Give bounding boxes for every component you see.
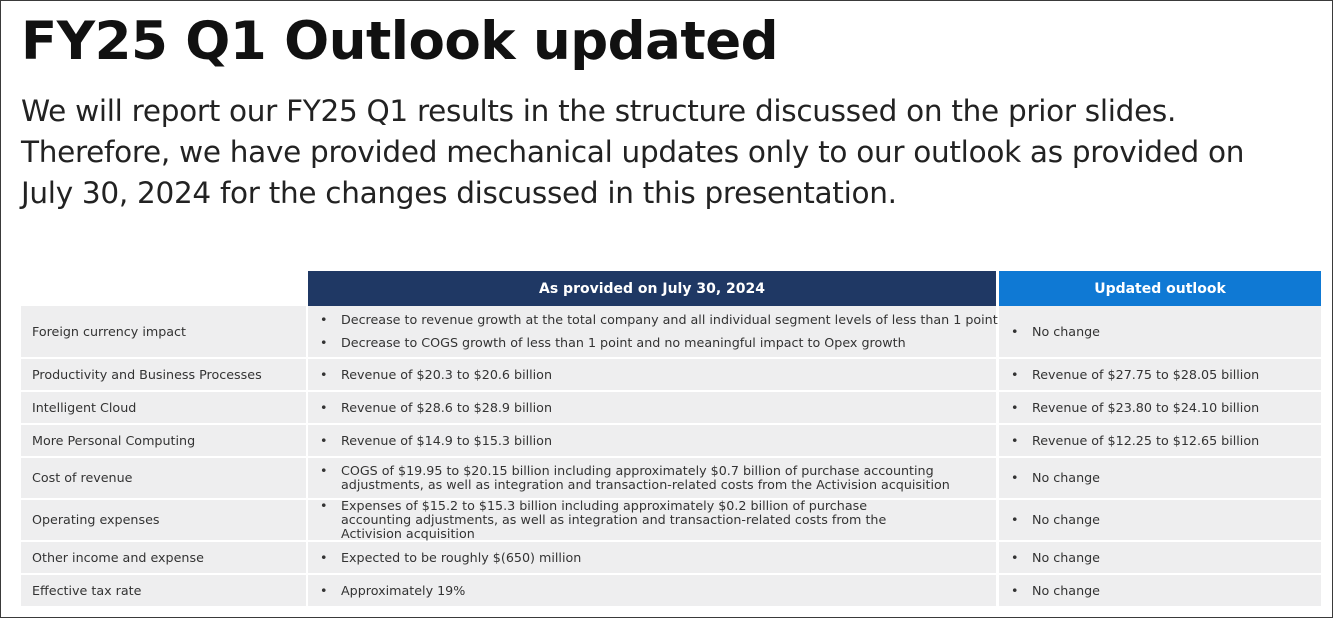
updated-bullet: • No change	[1010, 513, 1321, 527]
row-label: More Personal Computing	[21, 425, 306, 456]
provided-cell	[308, 425, 996, 456]
provided-bullet: • Revenue of $14.9 to $15.3 billion	[319, 434, 996, 448]
row-label: Other income and expense	[21, 542, 306, 573]
subtitle-line: Therefore, we have provided mechanical updates only to our outlook as provided on	[21, 135, 1245, 169]
updated-bullet: • No change	[1010, 551, 1321, 565]
table-row	[21, 542, 1321, 575]
table-row	[21, 392, 1321, 425]
header-updated: Updated outlook	[999, 271, 1321, 306]
updated-bullet: • Revenue of $12.25 to $12.65 billion	[1010, 434, 1321, 448]
slide-subtitle	[21, 91, 1321, 214]
table-row	[21, 575, 1321, 608]
updated-bullet: • No change	[1010, 584, 1321, 598]
provided-bullet: • Approximately 19%	[319, 584, 996, 598]
provided-cell	[308, 542, 996, 573]
provided-cell	[308, 306, 996, 357]
provided-cell	[308, 392, 996, 423]
header-provided: As provided on July 30, 2024	[308, 271, 996, 306]
table-row	[21, 306, 1321, 359]
updated-cell	[999, 458, 1321, 498]
provided-cell	[308, 458, 996, 498]
updated-cell	[999, 575, 1321, 606]
provided-cell	[308, 500, 996, 540]
subtitle-line: July 30, 2024 for the changes discussed in this presentation.	[21, 176, 897, 210]
updated-cell	[999, 306, 1321, 357]
provided-cell	[308, 359, 996, 390]
provided-bullet: • COGS of $19.95 to $20.15 billion including approximately $0.7 billion of purchase accounting adjustments, as well as integration and transaction-related costs from the Activision acquisition	[319, 464, 996, 492]
updated-cell	[999, 500, 1321, 540]
updated-bullet: • No change	[1010, 325, 1321, 339]
provided-bullet: • Revenue of $20.3 to $20.6 billion	[319, 368, 996, 382]
table-row	[21, 500, 1321, 542]
provided-cell	[308, 575, 996, 606]
slide-title: FY25 Q1 Outlook updated	[21, 11, 779, 72]
row-label: Foreign currency impact	[21, 306, 306, 357]
table-row	[21, 359, 1321, 392]
table-row	[21, 458, 1321, 500]
updated-bullet: • Revenue of $27.75 to $28.05 billion	[1010, 368, 1321, 382]
provided-bullet: • Revenue of $28.6 to $28.9 billion	[319, 401, 996, 415]
provided-bullet: • Decrease to revenue growth at the total company and all individual segment levels of less than 1 point	[319, 313, 996, 327]
updated-cell	[999, 425, 1321, 456]
row-label: Effective tax rate	[21, 575, 306, 606]
row-label: Intelligent Cloud	[21, 392, 306, 423]
provided-bullet: • Expected to be roughly $(650) million	[319, 551, 996, 565]
row-label: Cost of revenue	[21, 458, 306, 498]
updated-cell	[999, 392, 1321, 423]
subtitle-line: We will report our FY25 Q1 results in the structure discussed on the prior slides.	[21, 94, 1177, 128]
updated-cell	[999, 542, 1321, 573]
provided-bullet: • Decrease to COGS growth of less than 1 point and no meaningful impact to Opex growth	[319, 336, 996, 350]
provided-bullet: • Expenses of $15.2 to $15.3 billion including approximately $0.2 billion of purchase accounting adjustments, as well as integration and transaction-related costs from the Activision acquisition	[319, 499, 996, 541]
table-row	[21, 425, 1321, 458]
row-label: Productivity and Business Processes	[21, 359, 306, 390]
updated-bullet: • Revenue of $23.80 to $24.10 billion	[1010, 401, 1321, 415]
row-label: Operating expenses	[21, 500, 306, 540]
updated-bullet: • No change	[1010, 471, 1321, 485]
updated-cell	[999, 359, 1321, 390]
